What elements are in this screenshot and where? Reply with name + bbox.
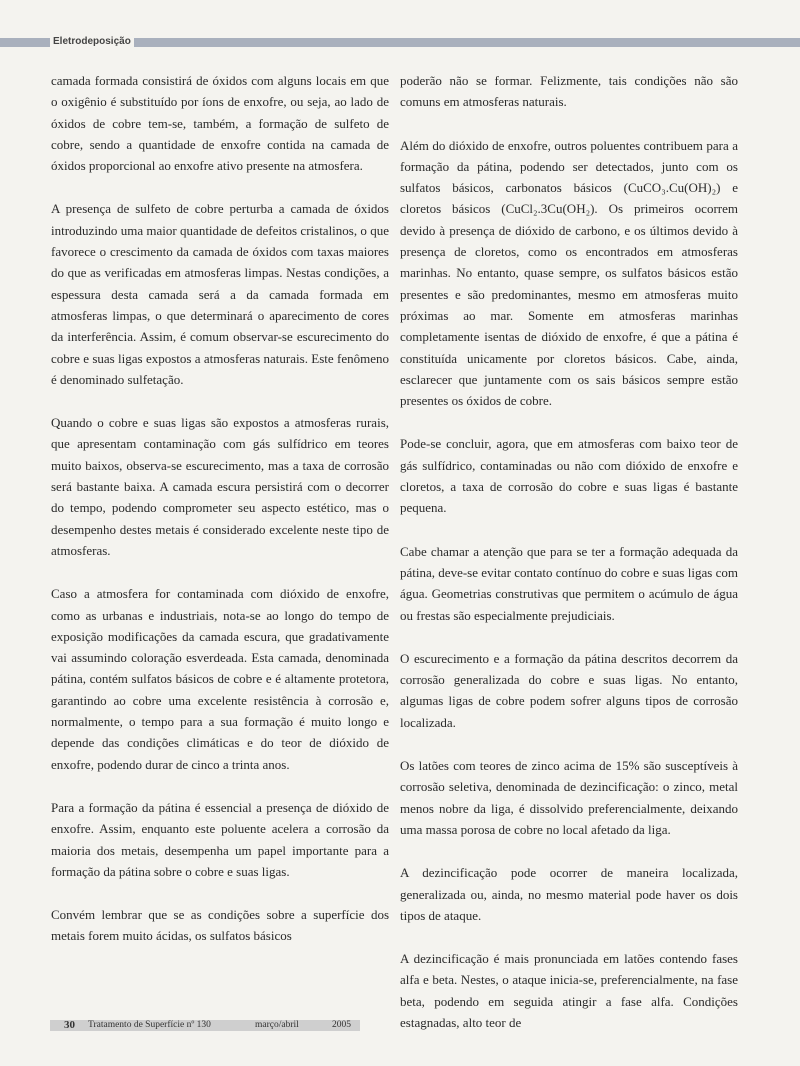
paragraph: Quando o cobre e suas ligas são expostos a atmosferas rurais, que apresentam contaminação com gás sulfídrico em teores muito baixos, observa-se escurecimento, mas a taxa de corrosão será bastante baixa. A camada escura persistirá com o decorrer do tempo, podendo comprometer seu aspecto estético, mas o desempenho destes metais é considerado excelente neste tipo de atmosferas. bbox=[51, 415, 389, 558]
paragraph: Além do dióxido de enxofre, outros poluentes contribuem para a formação da pátina, podendo ser detectados, junto com os sulfatos básicos, carbonatos básicos (CuCO₃.Cu(OH)₂) e cloretos básicos (CuCl₂.3Cu(OH₂). Os primeiros ocorrem devido à presença de dióxido de carbono, e os últimos devido à presença de cloretos, como os encontrados em atmosferas marinhas. No entanto, quase sempre, os sulfatos básicos estão presentes e são predominantes, mesmo em atmosferas muito próximas ao mar. Somente em atmosferas marinhas completamente isentas de dióxido de enxofre, é que a pátina é constituída unicamente por cloretos básicos. Cabe, ainda, esclarecer que juntamente com os sais básicos sempre estão presentes os óxidos de cobre. bbox=[400, 137, 738, 409]
right-column bbox=[400, 70, 738, 1055]
year-label: 2005 bbox=[332, 1020, 351, 1030]
paragraph: Convém lembrar que se as condições sobre a superfície dos metais forem muito ácidas, os sulfatos básicos bbox=[51, 907, 389, 944]
paragraph: A dezincificação pode ocorrer de maneira localizada, generalizada ou, ainda, no mesmo material pode haver os dois tipos de ataque. bbox=[400, 865, 738, 923]
paragraph: A dezincificação é mais pronunciada em latões contendo fases alfa e beta. Nestes, o ataque inicia-se, preferencialmente, na fase beta, podendo em seguida atingir a fase alfa. Condições estagnadas, alto teor de bbox=[400, 951, 738, 1030]
paragraph: Cabe chamar a atenção que para se ter a formação adequada da pátina, deve-se evitar contato contínuo do cobre e suas ligas com água. Geometrias construtivas que permitem o acúmulo de água ou frestas são especialmente prejudiciais. bbox=[400, 543, 738, 623]
left-column bbox=[51, 70, 389, 969]
magazine-name: Tratamento de Superfície nº 130 bbox=[88, 1020, 211, 1030]
paragraph: camada formada consistirá de óxidos com alguns locais em que o oxigênio é substituído por íons de enxofre, ou seja, ao lado de óxidos de cobre tem-se, também, a formação de sulfeto de cobre, sendo a quantidade de enxofre contida na camada de óxidos proporcional ao enxofre ativo presente na atmosfera. bbox=[51, 73, 389, 174]
section-title: Eletrodeposição bbox=[50, 36, 134, 47]
page-number: 30 bbox=[64, 1019, 75, 1031]
paragraph: A presença de sulfeto de cobre perturba a camada de óxidos introduzindo uma maior quantidade de defeitos cristalinos, o que favorece o crescimento da camada de óxidos com taxas maiores do que as verificadas em atmosferas limpas. Nestas condições, a espessura desta camada será a da camada formada em atmosferas limpas, o que determinará o aparecimento de cores da interferência. Assim, é comum observar-se escurecimento do cobre e suas ligas expostos a atmosferas naturais. Este fenômeno é denominado sulfetação. bbox=[51, 201, 389, 387]
paragraph: poderão não se formar. Felizmente, tais condições não são comuns em atmosferas naturais. bbox=[400, 73, 738, 110]
paragraph: Caso a atmosfera for contaminada com dióxido de enxofre, como as urbanas e industriais, nota-se ao longo do tempo de exposição modificações da camada escura, que gradativamente vai assumindo coloração esverdeada. Esta camada, denominada pátina, contém sulfatos básicos de cobre e é altamente protetora, garantindo ao cobre uma excelente resistência à corrosão e, normalmente, o tempo para a sua formação é muito longo e depende das condições climáticas e do teor de dióxido de enxofre, podendo durar de cinco a trinta anos. bbox=[51, 586, 389, 772]
paragraph: Para a formação da pátina é essencial a presença de dióxido de enxofre. Assim, enquanto este poluente acelera a corrosão da maioria dos metais, desempenha um papel importante para a formação da pátina sobre o cobre e suas ligas. bbox=[51, 799, 389, 879]
page-footer bbox=[50, 1020, 360, 1031]
paragraph: O escurecimento e a formação da pátina descritos decorrem da corrosão generalizada do cobre e suas ligas. No entanto, algumas ligas de cobre podem sofrer alguns tipos de corrosão localizada. bbox=[400, 650, 738, 730]
paragraph: Os latões com teores de zinco acima de 15% são susceptíveis à corrosão seletiva, denominada de dezincificação: o zinco, metal menos nobre da liga, é dissolvido preferencialmente, deixando uma massa porosa de cobre no local afetado da liga. bbox=[400, 758, 738, 837]
paragraph: Pode-se concluir, agora, que em atmosferas com baixo teor de gás sulfídrico, contaminadas ou não com dióxido de enxofre e cloretos, a taxa de corrosão do cobre e suas ligas é bastante pequena. bbox=[400, 436, 738, 516]
issue-label: março/abril bbox=[255, 1020, 299, 1030]
